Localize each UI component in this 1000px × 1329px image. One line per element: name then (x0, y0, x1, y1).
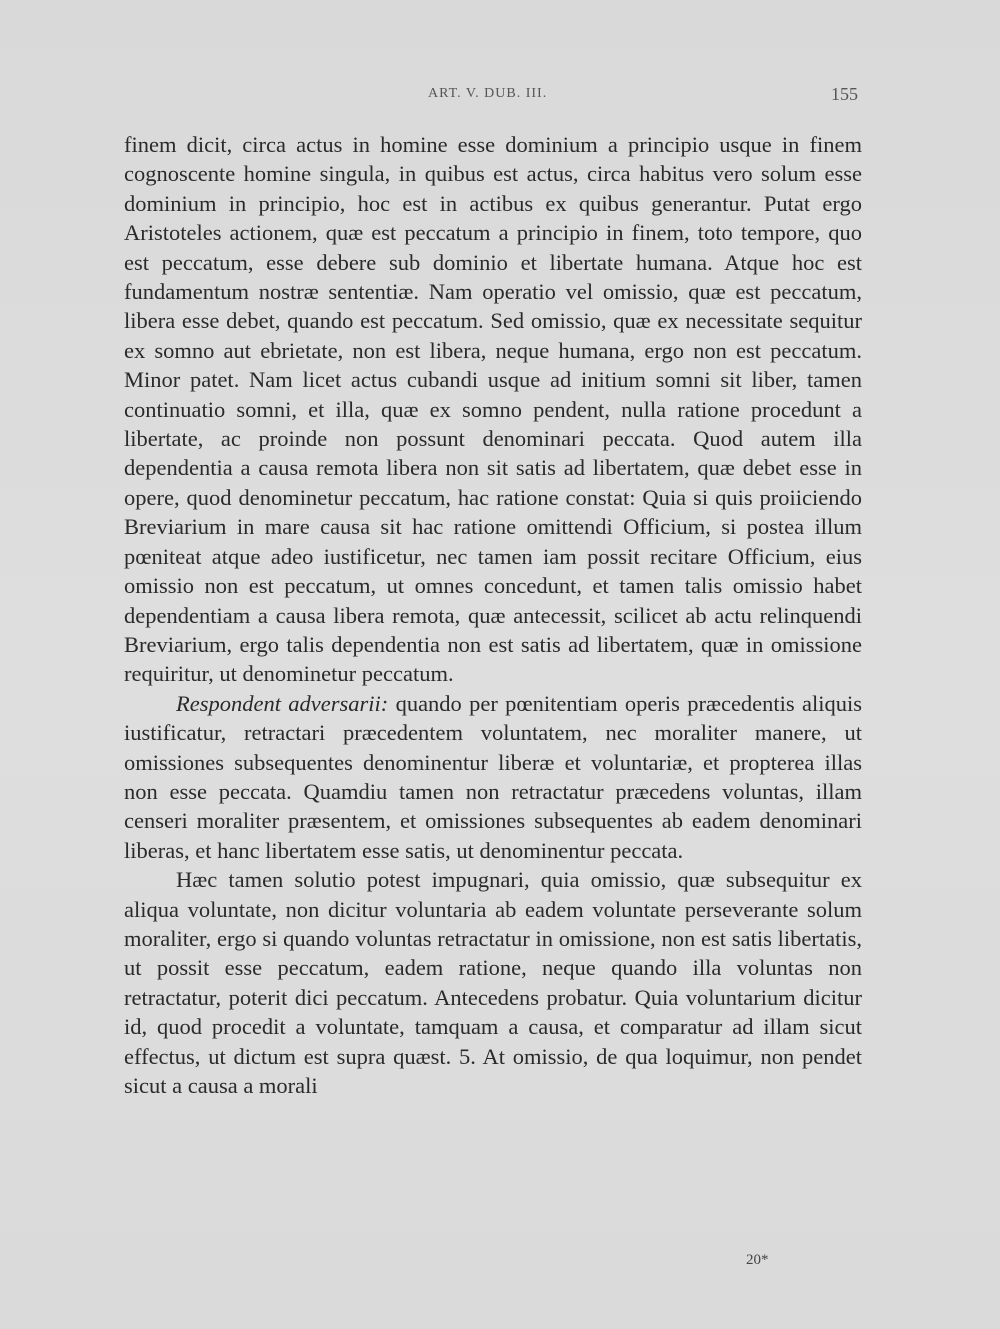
body-text (124, 130, 862, 1100)
page-number: 155 (831, 84, 858, 104)
paragraph-2-lead: Respondent adversarii: (176, 690, 389, 716)
running-title: ART. V. DUB. III. (428, 86, 548, 101)
paragraph-3: Hæc tamen solutio potest impugnari, quia omissio, quæ subsequitur ex aliqua voluntate, non dicitur voluntaria ab eadem voluntate perseverante solum moraliter, ergo si quando voluntas retractatur in omissione, non est satis libertatis, ut possit esse peccatum, eadem ratione, neque quando illa voluntas non retractatur, poterit dici peccatum. Antecedens probatur. Quia voluntarium dicitur id, quod procedit a voluntate, tamquam a causa, et comparatur ad illam sicut effectus, ut dictum est supra quæst. 5. At omissio, de qua loquimur, non pendet sicut a causa a morali (124, 867, 862, 1098)
paragraph-1: finem dicit, circa actus in homine esse dominium a principio usque in finem cognoscente homine singula, in quibus est actus, circa habitus vero solum esse dominium in principio, hoc est in actibus ex quibus generantur. Putat ergo Aristoteles actionem, quæ est peccatum a principio in finem, toto tempore, quo est peccatum, esse debere sub dominio et libertate humana. Atque hoc est fundamentum nostræ sententiæ. Nam operatio vel omissio, quæ est peccatum, libera esse debet, quando est peccatum. Sed omissio, quæ ex necessitate sequitur ex somno aut ebrietate, non est libera, neque humana, ergo non est peccatum. Minor patet. Nam licet actus cubandi usque ad initium somni sit liber, tamen continuatio somni, et illa, quæ ex somno pendent, nulla ratione procedunt a libertate, ac proinde non possunt denominari peccata. Quod autem illa dependentia a causa remota libera non sit satis ad libertatem, quæ debet esse in opere, quod denominetur peccatum, hac ratione constat: Quia si quis proiiciendo Breviarium in mare causa sit hac ratione omittendi Officium, si postea illum pœniteat atque adeo iustificetur, nec tamen iam possit recitare Officium, eius omissio non est peccatum, ut omnes concedunt, et tamen talis omissio habet dependentiam a causa libera remota, quæ antecessit, scilicet ab actu relinquendi Breviarium, ergo talis dependentia non est satis ad libertatem, quæ in omissione requiritur, ut denominetur peccatum. (124, 132, 862, 687)
paragraph-2-text: quando per pœnitentiam operis præcedentis aliquis iustificatur, retractari præcedentem voluntatem, nec moraliter manere, ut omissiones subsequentes denominentur liberæ et voluntariæ, et propterea illas non esse peccata. Quamdiu tamen non retractatur præcedens voluntas, illam censeri moraliter præsentem, et omissiones subsequentes ab eadem denominari liberas, et hanc libertatem esse satis, ut denominentur peccata. (124, 690, 862, 863)
paragraph-2 (124, 689, 862, 865)
running-head (124, 86, 862, 110)
signature-mark: 20* (746, 1252, 769, 1268)
